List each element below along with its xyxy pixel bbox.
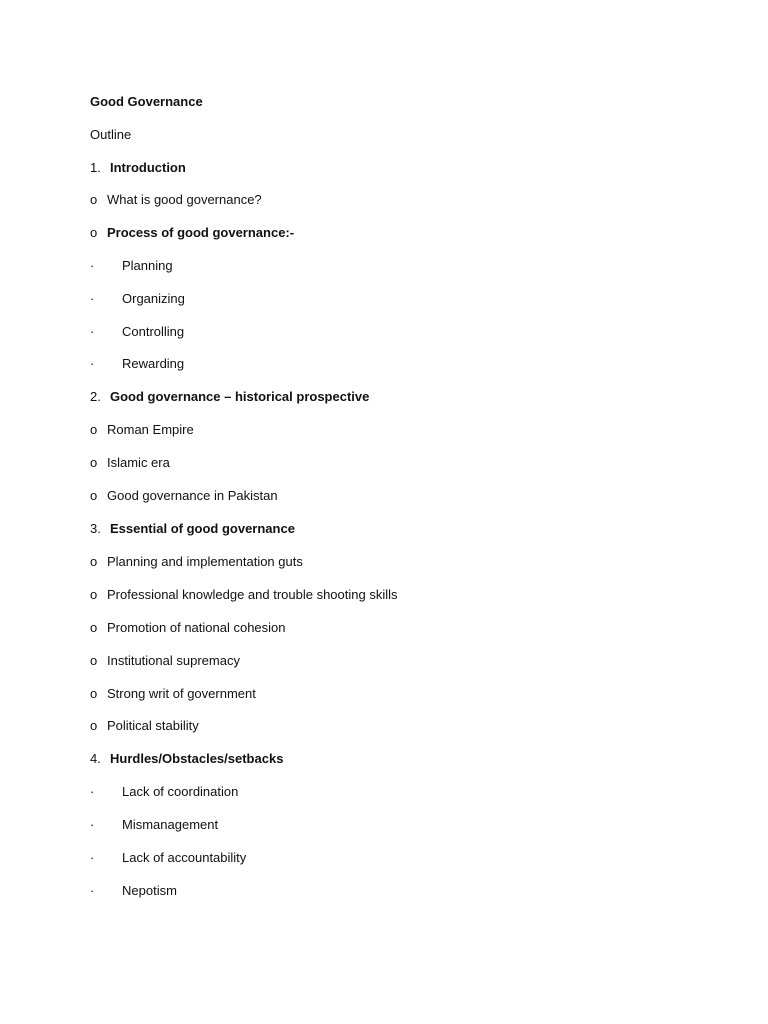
list-item	[90, 289, 185, 309]
section-number: 4.	[90, 751, 101, 766]
bullet-marker: ·	[90, 291, 95, 306]
bullet-marker: ·	[90, 784, 95, 799]
list-item	[90, 486, 278, 506]
list-item-text: Institutional supremacy	[107, 653, 240, 668]
document-subtitle: Outline	[90, 127, 132, 142]
list-item	[90, 881, 177, 901]
list-item-text: Strong writ of government	[107, 686, 256, 701]
bullet-marker: o	[90, 587, 98, 602]
bullet-marker: ·	[90, 850, 95, 865]
list-item-text: Mismanagement	[122, 817, 219, 832]
list-item-text: Lack of coordination	[122, 784, 239, 799]
list-item-text: Process of good governance:-	[107, 225, 295, 240]
bullet-marker: o	[90, 225, 98, 240]
section-heading	[90, 749, 283, 769]
list-item	[90, 420, 194, 440]
list-item-text: Promotion of national cohesion	[107, 620, 286, 635]
bullet-marker: o	[90, 653, 98, 668]
section-heading	[90, 387, 369, 407]
list-item	[90, 223, 294, 243]
list-item-text: Lack of accountability	[122, 850, 247, 865]
list-item	[90, 453, 170, 473]
section-heading	[90, 519, 295, 539]
list-item	[90, 815, 218, 835]
list-item-text: Planning	[122, 258, 173, 273]
list-item-text: Islamic era	[107, 455, 170, 470]
section-number: 1.	[90, 160, 101, 175]
bullet-marker: o	[90, 620, 98, 635]
bullet-marker: ·	[90, 324, 95, 339]
list-item-text: Nepotism	[122, 883, 177, 898]
bullet-marker: o	[90, 554, 98, 569]
section-heading-text: Essential of good governance	[110, 521, 295, 536]
bullet-marker: o	[90, 686, 98, 701]
section-number: 3.	[90, 521, 101, 536]
list-item-text: Good governance in Pakistan	[107, 488, 278, 503]
bullet-marker: o	[90, 422, 98, 437]
list-item-text: What is good governance?	[107, 192, 262, 207]
list-item-text: Organizing	[122, 291, 185, 306]
list-item	[90, 782, 238, 802]
list-item	[90, 716, 199, 736]
list-item	[90, 190, 262, 210]
list-item	[90, 585, 398, 605]
list-item	[90, 848, 246, 868]
section-heading-text: Good governance – historical prospective	[110, 389, 370, 404]
list-item-text: Roman Empire	[107, 422, 194, 437]
list-item	[90, 684, 256, 704]
list-item	[90, 552, 303, 572]
bullet-marker: o	[90, 192, 98, 207]
bullet-marker: o	[90, 718, 98, 733]
bullet-marker: ·	[90, 883, 95, 898]
list-item-text: Political stability	[107, 718, 199, 733]
bullet-marker: o	[90, 488, 98, 503]
bullet-marker: o	[90, 455, 98, 470]
list-item	[90, 322, 184, 342]
bullet-marker: ·	[90, 817, 95, 832]
list-item-text: Planning and implementation guts	[107, 554, 303, 569]
list-item	[90, 618, 286, 638]
list-item	[90, 354, 184, 374]
section-heading	[90, 158, 186, 178]
section-number: 2.	[90, 389, 101, 404]
list-item-text: Professional knowledge and trouble shooting skills	[107, 587, 398, 602]
list-item-text: Rewarding	[122, 356, 185, 371]
list-item	[90, 256, 173, 276]
document-title: Good Governance	[90, 94, 203, 109]
bullet-marker: ·	[90, 258, 95, 273]
bullet-marker: ·	[90, 356, 95, 371]
list-item	[90, 651, 240, 671]
section-heading-text: Introduction	[110, 160, 186, 175]
list-item-text: Controlling	[122, 324, 185, 339]
section-heading-text: Hurdles/Obstacles/setbacks	[110, 751, 284, 766]
